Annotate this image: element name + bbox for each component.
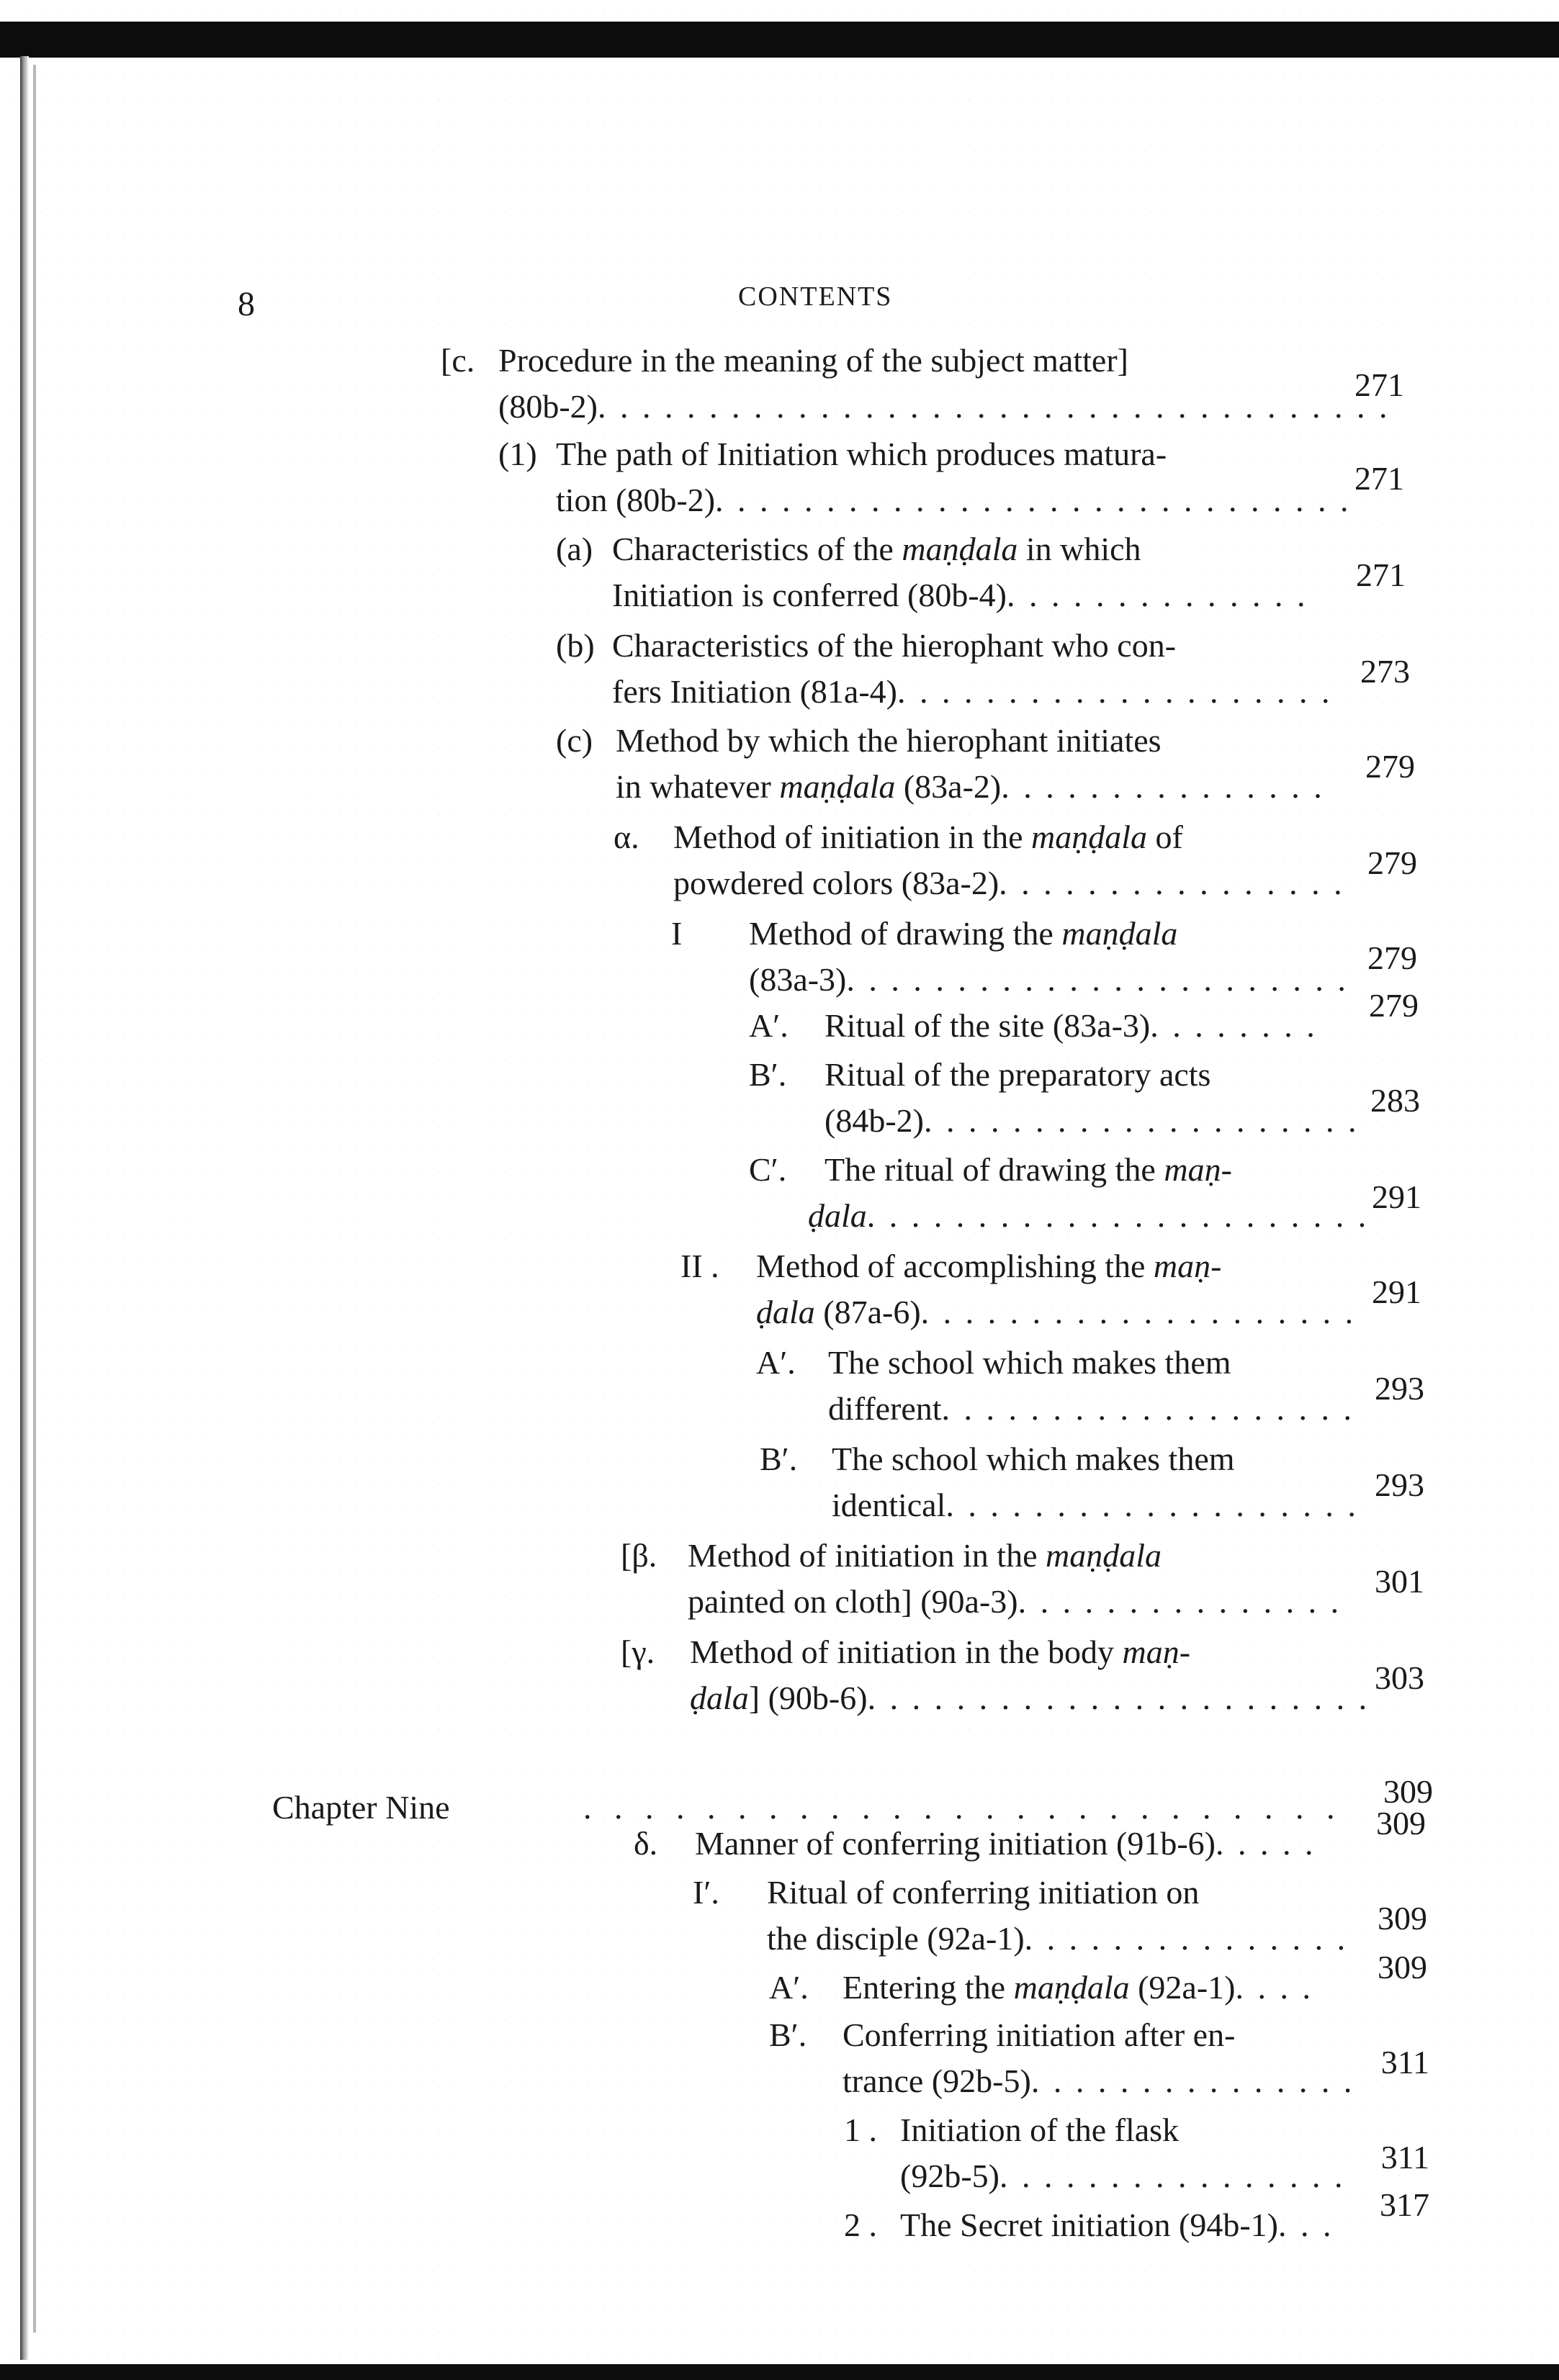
entry-line-2 bbox=[832, 1482, 1359, 1529]
entry-text: Initiation is conferred (80b-4) bbox=[612, 577, 1007, 613]
book-spine-shadow bbox=[20, 56, 29, 2360]
italic-term: ḍala bbox=[756, 1294, 815, 1330]
entry-text: Characteristics of the bbox=[612, 531, 902, 567]
entry-line-2 bbox=[900, 2153, 1345, 2200]
entry-page-number: 273 bbox=[1360, 653, 1410, 690]
entry-text: Ritual of the preparatory acts bbox=[825, 1056, 1211, 1093]
running-head: CONTENTS bbox=[738, 281, 893, 312]
entry-text: Initiation of the flask bbox=[900, 2111, 1180, 2148]
italic-term: maṇḍala bbox=[1046, 1537, 1162, 1574]
entry-label: A′. bbox=[769, 1969, 809, 2006]
entry-page-number: 271 bbox=[1354, 366, 1404, 403]
entry-text: Conferring initiation after en- bbox=[843, 2016, 1236, 2053]
entry-line-1 bbox=[695, 1820, 1316, 1867]
entry-line-2 bbox=[767, 1915, 1348, 1962]
entry-label: [β. bbox=[621, 1537, 657, 1574]
entry-line-2 bbox=[756, 1289, 1356, 1336]
entry-label: (a) bbox=[556, 531, 593, 567]
entry-line-1 bbox=[900, 2106, 1179, 2154]
entry-line-2 bbox=[556, 477, 1352, 524]
italic-term: maṇḍala bbox=[779, 768, 896, 805]
entry-text: painted on cloth] (90a-3) bbox=[688, 1583, 1018, 1620]
book-spine-line bbox=[33, 65, 36, 2332]
entry-line-1 bbox=[767, 1869, 1199, 1916]
entry-page-number: 309 bbox=[1378, 1900, 1427, 1937]
entry-label: 2 . bbox=[844, 2207, 877, 2243]
entry-text: Procedure in the meaning of the subject matter] bbox=[498, 342, 1128, 379]
entry-text: Method of initiation in the bbox=[673, 819, 1031, 855]
entry-text: identical bbox=[832, 1487, 946, 1523]
entry-page-number: 279 bbox=[1367, 939, 1417, 976]
entry-label: A′. bbox=[749, 1007, 789, 1044]
scan-bottom-border bbox=[0, 2364, 1559, 2380]
entry-text: Method of initiation in the body bbox=[690, 1633, 1123, 1670]
entry-line-1 bbox=[843, 1964, 1313, 2011]
entry-text: Ritual of the site (83a-3) bbox=[825, 1007, 1151, 1044]
entry-line-2 bbox=[825, 1097, 1359, 1145]
chapter-leader-dots: . . . . . . . . . . . . . . . . . . . . . . . . . bbox=[583, 1789, 1342, 1826]
entry-text: Entering the bbox=[843, 1969, 1014, 2006]
entry-text: (92b-5) bbox=[900, 2158, 999, 2194]
leader-dots: . . . . . . . . . . . . . . . bbox=[1024, 1920, 1349, 1957]
leader-dots: . . . . . . . . . . . . . . bbox=[1006, 577, 1308, 613]
entry-line-1 bbox=[900, 2201, 1334, 2249]
entry-label: δ. bbox=[634, 1825, 658, 1862]
entry-text: The path of Initiation which produces matura- bbox=[556, 436, 1167, 472]
entry-line-2 bbox=[688, 1578, 1342, 1626]
entry-label: (c) bbox=[556, 722, 593, 759]
entry-text: Method by which the hierophant initiates bbox=[616, 722, 1162, 759]
leader-dots: . . . . . . . . . . . . . . . bbox=[1001, 768, 1325, 805]
entry-line-2 bbox=[498, 383, 1390, 431]
entry-page-number: 303 bbox=[1375, 1659, 1424, 1696]
entry-text: The school which makes them bbox=[828, 1344, 1231, 1381]
entry-line-1 bbox=[688, 1532, 1162, 1579]
entry-label: 1 . bbox=[844, 2111, 877, 2148]
leader-dots: . . . . . . . . . . . . . . . bbox=[1017, 1583, 1342, 1620]
leader-dots: . . . . . . . . . . . . . . . . . . . . bbox=[923, 1102, 1360, 1139]
entry-text: Method of initiation in the bbox=[688, 1537, 1046, 1574]
entry-page-number: 291 bbox=[1372, 1274, 1421, 1310]
entry-line-2 bbox=[828, 1385, 1354, 1433]
leader-dots: . . . . . . . . . . . . . . . . . . . bbox=[945, 1487, 1359, 1523]
leader-dots: . . . . . . . . . . . . . . . . . . . . bbox=[920, 1294, 1357, 1330]
entry-line-1 bbox=[498, 337, 1128, 384]
italic-term: maṇ- bbox=[1122, 1633, 1191, 1670]
entry-line-2 bbox=[612, 668, 1332, 716]
entry-line-1 bbox=[825, 1002, 1318, 1050]
leader-dots: . . . . . . . . . . . . . . . bbox=[1030, 2063, 1355, 2099]
entry-text: different bbox=[828, 1390, 942, 1427]
entry-text: Manner of conferring initiation (91b-6) bbox=[695, 1825, 1216, 1862]
entry-label: A′. bbox=[756, 1344, 796, 1381]
entry-label: II . bbox=[680, 1248, 719, 1284]
entry-line-2 bbox=[808, 1192, 1369, 1240]
leader-dots: . . . . . . . . . . . . . . . . . . . . . . . bbox=[866, 1197, 1370, 1234]
italic-term: maṇḍala bbox=[902, 531, 1018, 567]
page-number: 8 bbox=[238, 285, 255, 323]
entry-text: The Secret initiation (94b-1) bbox=[900, 2207, 1279, 2243]
entry-page-number: 271 bbox=[1356, 556, 1406, 593]
entry-text: (83a-2) bbox=[895, 768, 1002, 805]
entry-page-number: 317 bbox=[1380, 2186, 1429, 2223]
entry-text: ] (90b-6) bbox=[748, 1680, 868, 1716]
entry-label: [γ. bbox=[621, 1633, 655, 1670]
entry-text: (80b-2) bbox=[498, 388, 598, 425]
entry-page-number: 279 bbox=[1369, 987, 1419, 1024]
entry-text: (92a-1) bbox=[1129, 1969, 1236, 2006]
leader-dots: . . . . . . . . . . . . . . . . bbox=[999, 865, 1345, 901]
entry-line-1 bbox=[690, 1628, 1190, 1676]
entry-line-1 bbox=[612, 622, 1176, 670]
entry-text: (84b-2) bbox=[825, 1102, 924, 1139]
entry-page-number: 293 bbox=[1375, 1370, 1424, 1407]
entry-text: (83a-3) bbox=[749, 961, 847, 998]
entry-label: C′. bbox=[749, 1151, 787, 1188]
entry-page-number: 293 bbox=[1375, 1466, 1424, 1503]
entry-line-2 bbox=[749, 956, 1349, 1004]
entry-text: fers Initiation (81a-4) bbox=[612, 673, 897, 710]
entry-page-number: 309 bbox=[1378, 1949, 1427, 1985]
leader-dots: . . . . . . . . bbox=[1150, 1007, 1318, 1044]
entry-label: I′. bbox=[693, 1874, 719, 1911]
italic-term: maṇ- bbox=[1164, 1151, 1232, 1188]
entry-line-1 bbox=[828, 1339, 1231, 1387]
entry-text: Method of drawing the bbox=[749, 915, 1062, 952]
entry-text: of bbox=[1147, 819, 1183, 855]
leader-dots: . . . . . . . . . . . . . . . . . . . . . . . bbox=[846, 961, 1349, 998]
italic-term: ḍala bbox=[808, 1197, 867, 1234]
entry-text: (87a-6) bbox=[814, 1294, 921, 1330]
leader-dots: . . . . . . . . . . . . . . . . . . . . bbox=[897, 673, 1333, 710]
italic-term: maṇḍala bbox=[1013, 1969, 1130, 2006]
entry-text: tion (80b-2) bbox=[556, 482, 716, 518]
entry-line-1 bbox=[825, 1051, 1210, 1099]
leader-dots: . . . bbox=[1278, 2207, 1334, 2243]
entry-line-1 bbox=[843, 2011, 1235, 2059]
entry-text: trance (92b-5) bbox=[843, 2063, 1031, 2099]
entry-label: B′. bbox=[769, 2016, 807, 2053]
leader-dots: . . . . . . . . . . . . . . . . bbox=[999, 2158, 1346, 2194]
entry-label: B′. bbox=[760, 1441, 798, 1477]
entry-text: the disciple (92a-1) bbox=[767, 1920, 1025, 1957]
entry-line-1 bbox=[612, 526, 1141, 573]
entry-line-2 bbox=[616, 763, 1325, 811]
entry-line-2 bbox=[673, 860, 1345, 907]
entry-page-number: 309 bbox=[1376, 1805, 1426, 1842]
italic-term: ḍala bbox=[690, 1680, 749, 1716]
entry-line-1 bbox=[673, 813, 1183, 861]
italic-term: maṇḍala bbox=[1061, 915, 1178, 952]
entry-page-number: 291 bbox=[1372, 1178, 1421, 1215]
entry-page-number: 279 bbox=[1365, 748, 1415, 785]
entry-text: in which bbox=[1017, 531, 1141, 567]
entry-line-1 bbox=[749, 910, 1177, 957]
entry-line-1 bbox=[616, 717, 1162, 765]
entry-line-2 bbox=[690, 1674, 1370, 1722]
entry-label: I bbox=[671, 915, 683, 952]
entry-text: Ritual of conferring initiation on bbox=[767, 1874, 1200, 1911]
entry-page-number: 271 bbox=[1354, 460, 1404, 497]
entry-label: [c. bbox=[441, 342, 475, 379]
entry-page-number: 311 bbox=[1380, 2044, 1429, 2081]
italic-term: maṇ- bbox=[1153, 1248, 1222, 1284]
leader-dots: . . . . . . . . . . . . . . . . . . . . . . . . . . . . . . . . . . . . bbox=[597, 388, 1390, 425]
entry-line-1 bbox=[556, 431, 1167, 478]
entry-text: in whatever bbox=[616, 768, 780, 805]
chapter-heading: Chapter Nine bbox=[272, 1789, 450, 1826]
entry-page-number: 283 bbox=[1370, 1082, 1420, 1119]
leader-dots: . . . . bbox=[1235, 1969, 1313, 2006]
leader-dots: . . . . . . . . . . . . . . . . . . . . . . . bbox=[867, 1680, 1370, 1716]
entry-text: powdered colors (83a-2) bbox=[673, 865, 999, 901]
entry-label: (b) bbox=[556, 627, 595, 664]
entry-label: α. bbox=[614, 819, 639, 855]
entry-line-1 bbox=[756, 1243, 1221, 1290]
entry-line-1 bbox=[832, 1435, 1235, 1483]
entry-text: Method of accomplishing the bbox=[756, 1248, 1154, 1284]
entry-label: B′. bbox=[749, 1056, 787, 1093]
entry-text: The school which makes them bbox=[832, 1441, 1235, 1477]
entry-line-1 bbox=[825, 1146, 1232, 1194]
entry-text: Characteristics of the hierophant who con- bbox=[612, 627, 1177, 664]
scan-top-border bbox=[0, 22, 1559, 58]
leader-dots: . . . . . . . . . . . . . . . . . . . . . . . . . . . . . bbox=[715, 482, 1352, 518]
entry-line-2 bbox=[612, 572, 1308, 619]
entry-page-number: 311 bbox=[1380, 2139, 1429, 2176]
entry-label: (1) bbox=[498, 436, 537, 472]
entry-page-number: 279 bbox=[1367, 844, 1417, 881]
entry-line-2 bbox=[843, 2057, 1354, 2105]
leader-dots: . . . . . . . . . . . . . . . . . . . bbox=[941, 1390, 1355, 1427]
entry-page-number: 301 bbox=[1375, 1563, 1424, 1600]
italic-term: maṇḍala bbox=[1031, 819, 1147, 855]
entry-text: The ritual of drawing the bbox=[825, 1151, 1164, 1188]
chapter-page-number: 309 bbox=[1383, 1773, 1433, 1810]
leader-dots: . . . . . bbox=[1216, 1825, 1316, 1862]
